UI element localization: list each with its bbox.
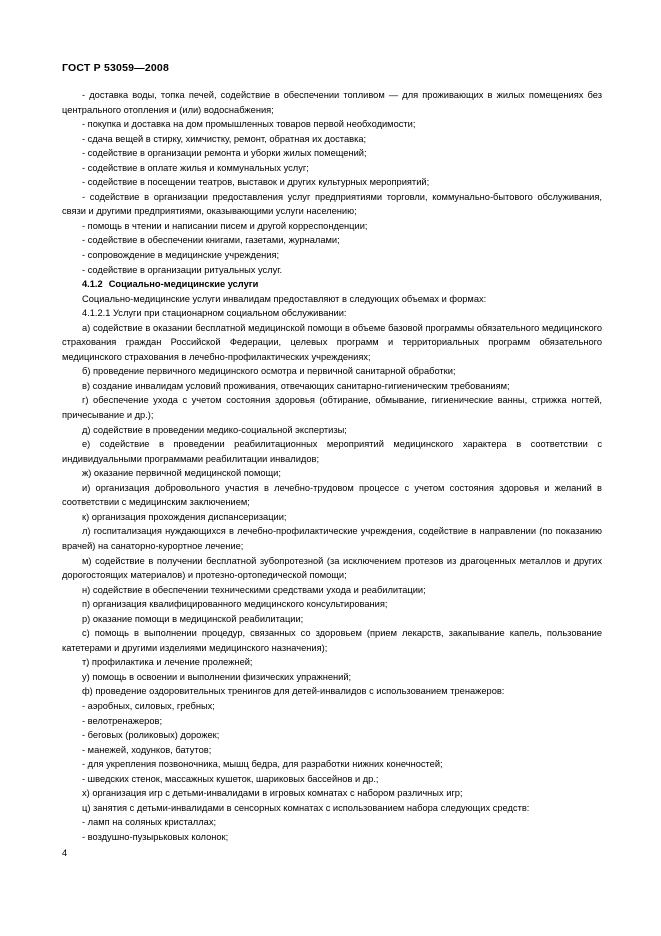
paragraph: - ламп на соляных кристаллах; bbox=[82, 817, 217, 828]
paragraph: м) содействие в получении бесплатной зубопротезной (за исключением протезов из драгоценных металлов и других дорогостоящих материалов) и протезно-ортопедической помощи; bbox=[62, 555, 602, 581]
paragraph: - содействие в организации ритуальных услуг. bbox=[82, 264, 283, 275]
paragraph: - покупка и доставка на дом промышленных товаров первой необходимости; bbox=[82, 119, 416, 130]
paragraph: - воздушно-пузырьковых колонок; bbox=[82, 831, 229, 842]
document-body bbox=[62, 88, 602, 844]
section-title: Социально-медицинские услуги bbox=[108, 279, 259, 290]
paragraph: - содействие в организации предоставления услуг предприятиями торговли, коммунально-бытового обслуживания, связи и другими предприятиями, оказывающими услуги населению; bbox=[62, 191, 602, 217]
paragraph: к) организация прохождения диспансеризации; bbox=[82, 511, 287, 522]
paragraph: ц) занятия с детьми-инвалидами в сенсорных комнатах с использованием набора следующих средств: bbox=[82, 802, 530, 813]
paragraph: - содействие в посещении театров, выставок и других культурных мероприятий; bbox=[82, 177, 430, 188]
paragraph: с) помощь в выполнении процедур, связанных со здоровьем (прием лекарств, закапывание капель, пользование катетерами и другими изделиями медицинского назначения); bbox=[62, 628, 602, 653]
paragraph: Социально-медицинские услуги инвалидам предоставляют в следующих объемах и формах: bbox=[82, 293, 487, 304]
section-number: 4.1.2 bbox=[82, 279, 103, 290]
paragraph: ф) проведение оздоровительных тренингов для детей-инвалидов с использованием тренажеров: bbox=[82, 686, 505, 697]
paragraph: - велотренажеров; bbox=[82, 715, 163, 726]
page-number: 4 bbox=[62, 848, 68, 858]
page-header: ГОСТ Р 53059—2008 bbox=[62, 62, 170, 74]
paragraph: р) оказание помощи в медицинской реабилитации; bbox=[82, 613, 304, 624]
paragraph: - сопровождение в медицинские учреждения; bbox=[82, 250, 280, 261]
paragraph: - аэробных, силовых, гребных; bbox=[82, 700, 215, 711]
paragraph: - шведских стенок, массажных кушеток, шариковых бассейнов и др.; bbox=[82, 773, 379, 784]
paragraph: - манежей, ходунков, батутов; bbox=[82, 744, 212, 755]
paragraph: - содействие в обеспечении книгами, газетами, журналами; bbox=[82, 235, 340, 246]
paragraph: а) содействие в оказании бесплатной медицинской помощи в объеме базовой программы обязательного медицинского страхования граждан Российской Федерации, целевых программ и территориальных программ обязательного медицинского страхования в лечебно-профилактических учреждениях; bbox=[62, 322, 602, 362]
paragraph: - содействие в организации ремонта и уборки жилых помещений; bbox=[82, 148, 367, 159]
paragraph: - помощь в чтении и написании писем и другой корреспонденции; bbox=[82, 220, 368, 231]
paragraph: - для укрепления позвоночника, мышц бедра, для разработки нижних конечностей; bbox=[82, 759, 443, 770]
paragraph: - содействие в оплате жилья и коммунальных услуг; bbox=[82, 162, 309, 173]
paragraph: г) обеспечение ухода с учетом состояния здоровья (обтирание, обмывание, гигиенические ванны, стрижка ногтей, причесывание и др.); bbox=[62, 395, 602, 421]
paragraph: б) проведение первичного медицинского осмотра и первичной санитарной обработки; bbox=[82, 366, 456, 377]
paragraph: д) содействие в проведении медико-социальной экспертизы; bbox=[82, 424, 347, 435]
paragraph: - доставка воды, топка печей, содействие в обеспечении топливом — для проживающих в жилых помещениях без центрального отопления и (или) водоснабжения; bbox=[62, 90, 602, 115]
paragraph: т) профилактика и лечение пролежней; bbox=[82, 657, 253, 668]
paragraph: л) госпитализация нуждающихся в лечебно-профилактические учреждения, содействие в направлении (по показанию врачей) на санаторно-курортное лечение; bbox=[62, 526, 602, 551]
paragraph: - беговых (роликовых) дорожек; bbox=[82, 730, 220, 741]
paragraph: н) содействие в обеспечении техническими средствами ухода и реабилитации; bbox=[82, 584, 426, 595]
paragraph: п) организация квалифицированного медицинского консультирования; bbox=[82, 599, 388, 610]
paragraph: в) создание инвалидам условий проживания, отвечающих санитарно-гигиеническим требованиям; bbox=[82, 380, 510, 391]
paragraph: - сдача вещей в стирку, химчистку, ремонт, обратная их доставка; bbox=[82, 133, 367, 144]
paragraph: 4.1.2.1 Услуги при стационарном социальном обслуживании: bbox=[82, 308, 347, 319]
paragraph: х) организация игр с детьми-инвалидами в игровых комнатах с набором различных игр; bbox=[82, 788, 463, 799]
paragraph: е) содействие в проведении реабилитационных мероприятий медицинского характера в соответствии с индивидуальными программами реабилитации инвалидов; bbox=[62, 439, 602, 464]
paragraph: у) помощь в освоении и выполнении физических упражнений; bbox=[82, 671, 352, 682]
paragraph: ж) оказание первичной медицинской помощи; bbox=[82, 468, 281, 479]
paragraph: и) организация добровольного участия в лечебно-трудовом процессе с учетом состояния здоровья и желаний в соответствии с медицинским заключением; bbox=[62, 482, 602, 508]
section-heading bbox=[62, 277, 602, 292]
